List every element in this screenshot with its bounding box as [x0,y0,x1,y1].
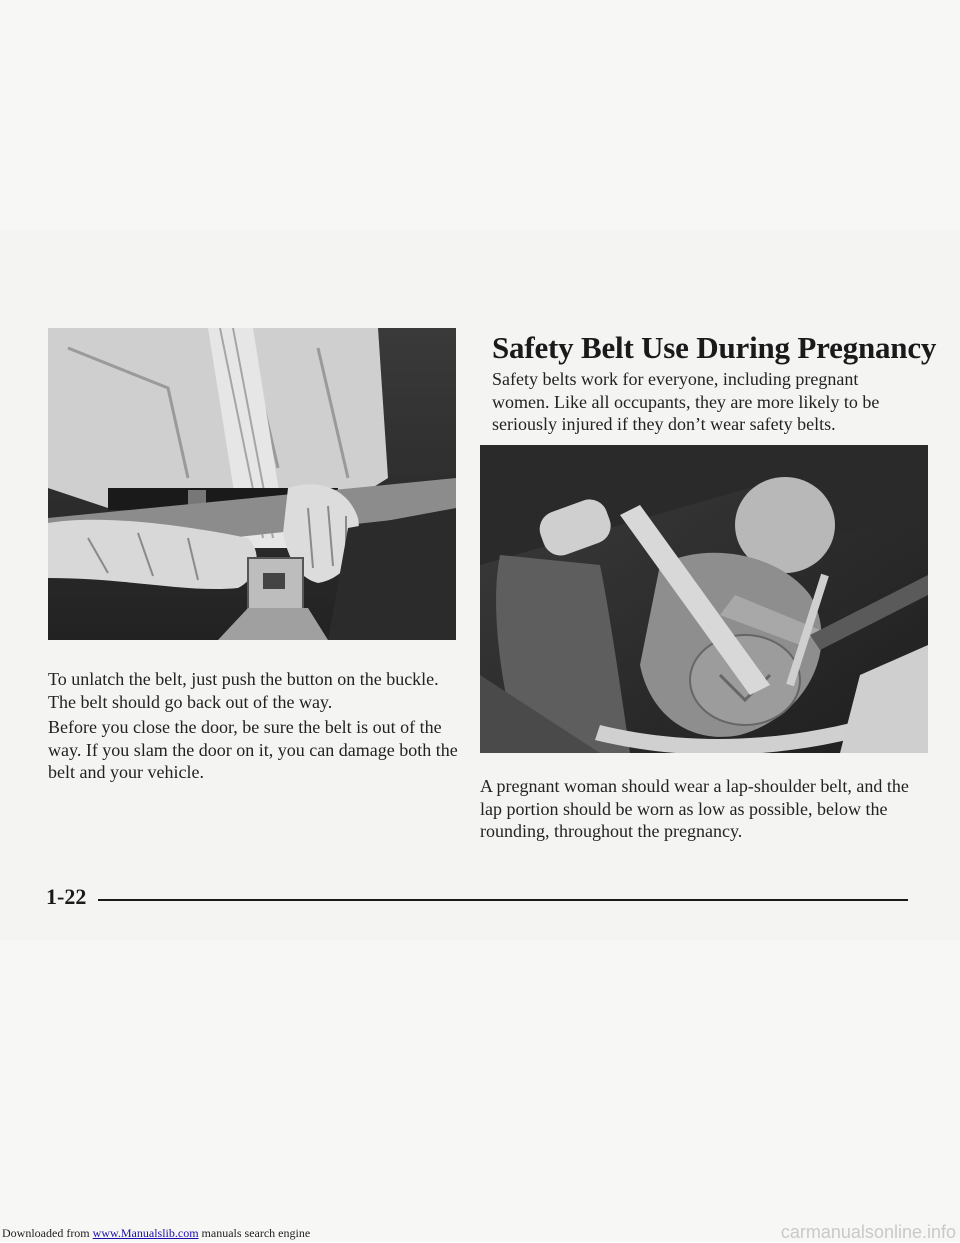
section-heading: Safety Belt Use During Pregnancy [492,330,937,365]
footer-suffix: manuals search engine [198,1226,311,1240]
page-number: 1-22 [46,884,87,909]
pregnancy-belt-illustration [480,445,928,753]
pregnancy-guidance-paragraph: A pregnant woman should wear a lap-shoulder belt, and the lap portion should be worn as low as possible, below the rounding, throughout the pregnancy. [480,776,909,841]
watermark: carmanualsonline.info [780,1222,956,1242]
unlatch-paragraph: To unlatch the belt, just push the button on the buckle. The belt should go back out of the way. [48,669,439,712]
footer-prefix: Downloaded from [2,1226,93,1240]
buckle-illustration [48,328,456,640]
door-warning-paragraph: Before you close the door, be sure the belt is out of the way. If you slam the door on it, you can damage both the belt and your vehicle. [48,717,458,782]
download-footer [2,1226,310,1241]
footer-rule [98,899,908,901]
manualslib-link[interactable]: www.Manualslib.com [92,1226,199,1240]
intro-paragraph: Safety belts work for everyone, including pregnant women. Like all occupants, they are more likely to be seriously injured if they don’t wear safety belts. [492,369,880,434]
